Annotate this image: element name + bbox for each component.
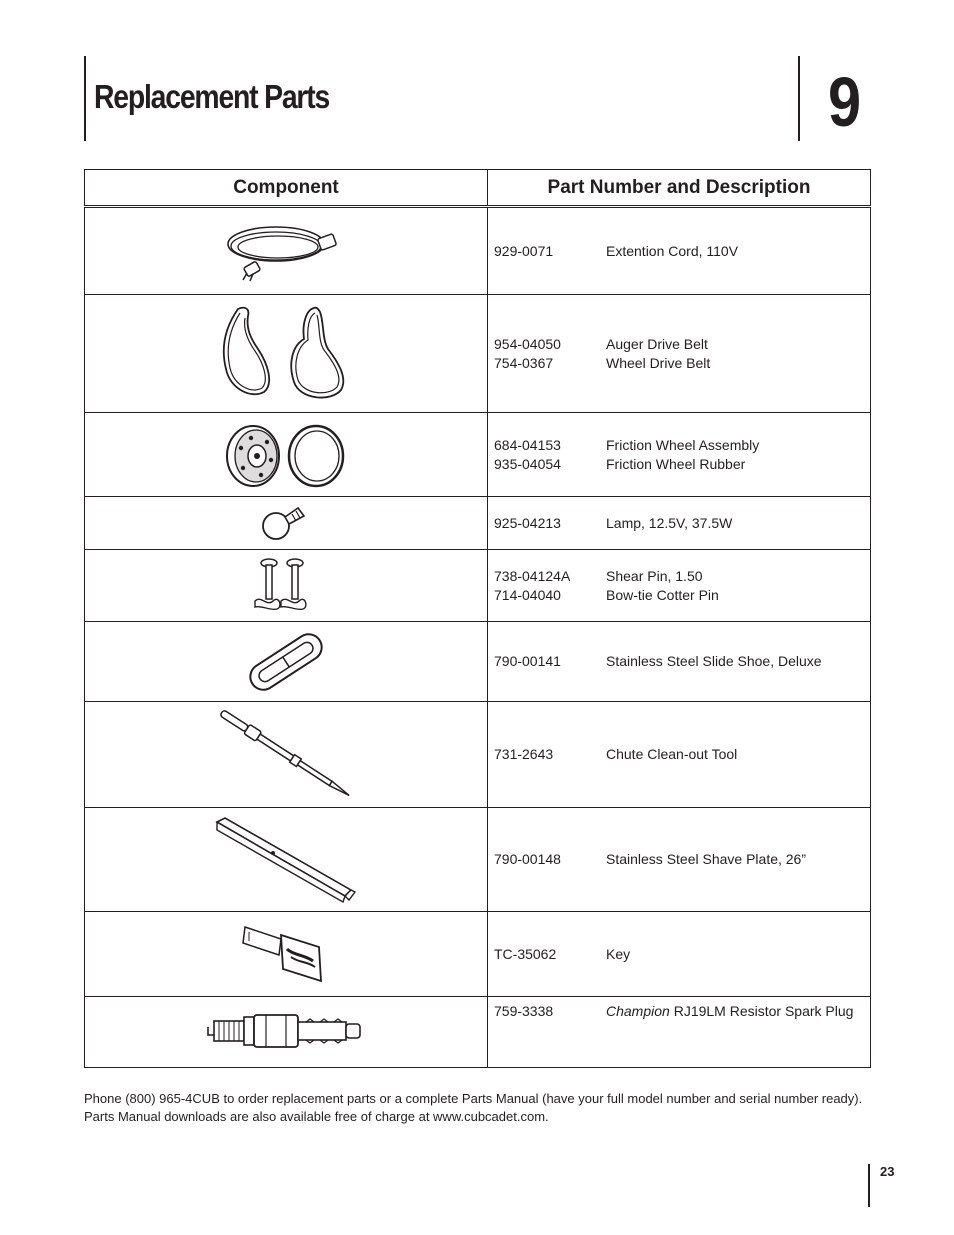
- part-number: 954-04050: [494, 335, 561, 352]
- part-description: Wheel Drive Belt: [606, 354, 711, 371]
- part-line: [488, 335, 870, 354]
- component-image-cell: [85, 550, 488, 622]
- part-number: 759-3338: [494, 1003, 554, 1019]
- part-number: 714-04040: [494, 586, 561, 603]
- drive-belts-icon: [216, 304, 356, 404]
- part-number: 790-00141: [494, 653, 561, 669]
- part-description: Friction Wheel Rubber: [606, 455, 746, 472]
- column-header-part-number: Part Number and Description: [488, 170, 871, 206]
- component-image-cell: [85, 622, 488, 702]
- part-description-cell: [488, 550, 871, 622]
- part-number: 684-04153: [494, 436, 561, 453]
- table-row: [85, 808, 871, 912]
- chapter-divider-rule: [798, 56, 800, 141]
- parts-table: [84, 169, 871, 1068]
- part-number: 738-04124A: [494, 567, 571, 584]
- part-description: Stainless Steel Slide Shoe, Deluxe: [606, 653, 822, 669]
- part-line: [488, 945, 870, 964]
- table-row: [85, 295, 871, 413]
- component-image-cell: [85, 997, 488, 1068]
- part-description: Key: [606, 945, 631, 962]
- part-number: 731-2643: [494, 746, 554, 762]
- slide-shoe-icon: [241, 629, 331, 695]
- table-row: [85, 997, 871, 1068]
- part-line: [488, 1002, 870, 1021]
- part-description: Lamp, 12.5V, 37.5W: [606, 514, 733, 531]
- part-description: Chute Clean-out Tool: [606, 746, 738, 762]
- part-number: TC-35062: [494, 945, 557, 962]
- part-description: Extention Cord, 110V: [606, 242, 739, 259]
- page-title: Replacement Parts: [94, 78, 330, 115]
- page-number: 23: [880, 1164, 895, 1179]
- shave-plate-icon: [211, 814, 361, 906]
- part-description-cell: [488, 912, 871, 997]
- part-description-cell: [488, 497, 871, 550]
- part-description: Shear Pin, 1.50: [606, 567, 703, 584]
- table-row: [85, 413, 871, 497]
- part-description-cell: [488, 295, 871, 413]
- component-image-cell: [85, 808, 488, 912]
- part-description: Stainless Steel Shave Plate, 26”: [606, 851, 807, 867]
- chapter-number: 9: [828, 63, 862, 141]
- ordering-info-text: Phone (800) 965-4CUB to order replacement parts or a complete Parts Manual (have your full model number and serial number ready). Parts Manual downloads are also available free of charge at www.cubcadet.com.: [84, 1091, 863, 1124]
- part-line: [488, 436, 870, 455]
- part-line: [488, 455, 870, 474]
- part-line: [488, 586, 870, 605]
- part-number: 929-0071: [494, 242, 554, 259]
- lamp-bulb-icon: [256, 502, 316, 544]
- table-row: [85, 702, 871, 808]
- part-description-cell: [488, 208, 871, 295]
- part-description: [606, 1002, 853, 1021]
- part-line: [488, 850, 870, 869]
- part-description-cell: [488, 808, 871, 912]
- component-image-cell: [85, 702, 488, 808]
- part-number: 754-0367: [494, 354, 554, 371]
- column-header-component: Component: [85, 170, 488, 206]
- brand-name: Champion: [606, 1003, 670, 1019]
- part-description-cell: [488, 997, 871, 1068]
- part-description-cell: [488, 413, 871, 497]
- part-description-cell: [488, 702, 871, 808]
- part-number: 925-04213: [494, 514, 561, 531]
- part-description-cell: [488, 622, 871, 702]
- extension-cord-icon: [221, 216, 351, 286]
- table-row: [85, 208, 871, 295]
- part-line: [488, 514, 870, 533]
- table-header-row: [85, 170, 871, 206]
- table-row: [85, 550, 871, 622]
- table-row: [85, 912, 871, 997]
- component-image-cell: [85, 295, 488, 413]
- part-line: [488, 652, 870, 671]
- part-description: Friction Wheel Assembly: [606, 436, 760, 453]
- ignition-key-icon: [241, 919, 331, 989]
- part-line: [488, 354, 870, 373]
- page-number-rule: [868, 1164, 870, 1207]
- title-left-rule: [84, 56, 86, 141]
- component-image-cell: [85, 413, 488, 497]
- component-image-cell: [85, 497, 488, 550]
- table-row: [85, 622, 871, 702]
- part-description: Bow-tie Cotter Pin: [606, 586, 719, 603]
- component-image-cell: [85, 912, 488, 997]
- part-number: 935-04054: [494, 455, 561, 472]
- part-line: [488, 242, 870, 261]
- part-description-rest: RJ19LM Resistor Spark Plug: [669, 1003, 854, 1019]
- part-description: Auger Drive Belt: [606, 335, 708, 352]
- part-number: 790-00148: [494, 851, 561, 867]
- part-line: [488, 567, 870, 586]
- shear-pins-icon: [251, 555, 321, 617]
- table-row: [85, 497, 871, 550]
- friction-wheel-icon: [221, 420, 351, 490]
- spark-plug-icon: [206, 1007, 366, 1057]
- part-line: [488, 745, 870, 764]
- clean-out-tool-icon: [211, 708, 361, 802]
- component-image-cell: [85, 208, 488, 295]
